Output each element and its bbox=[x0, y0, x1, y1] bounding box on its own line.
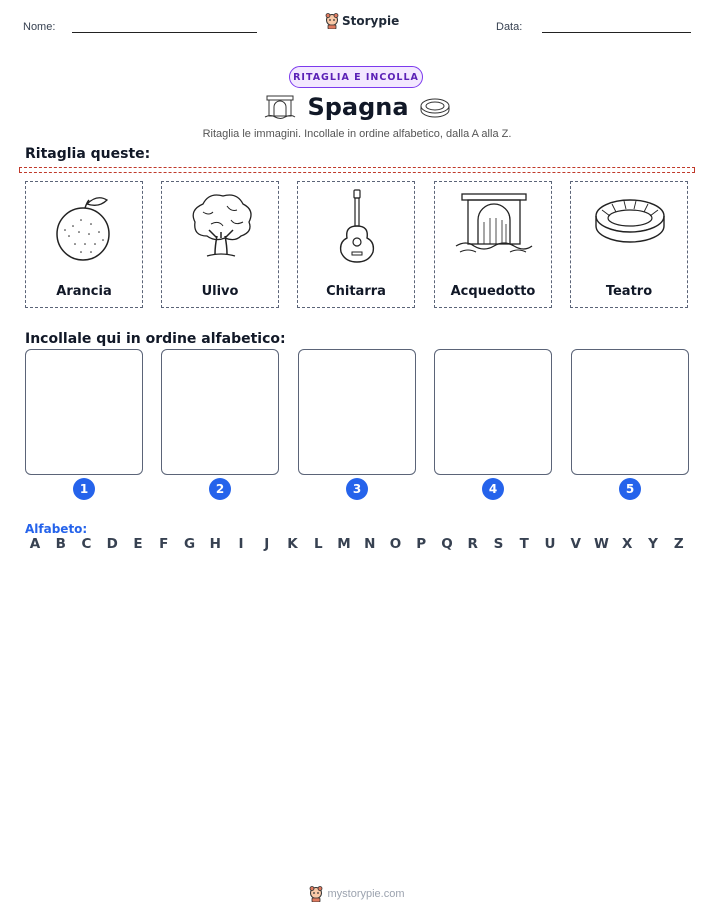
alphabet-letter: W bbox=[594, 536, 609, 552]
alphabet-letter: C bbox=[81, 536, 92, 552]
cut-heading: Ritaglia queste: bbox=[25, 146, 151, 162]
alphabet-letter: T bbox=[519, 536, 529, 552]
alphabet-letter: O bbox=[389, 536, 402, 552]
paste-slot[interactable] bbox=[571, 349, 689, 475]
alphabet-letter: D bbox=[106, 536, 118, 552]
alphabet-letter: I bbox=[238, 536, 244, 552]
cut-card[interactable] bbox=[570, 181, 688, 308]
cut-line bbox=[19, 167, 695, 173]
slot-number: 3 bbox=[346, 478, 368, 500]
alphabet-letter: J bbox=[264, 536, 270, 552]
footer bbox=[0, 886, 714, 902]
card-label: Chitarra bbox=[326, 284, 386, 299]
paste-slot[interactable] bbox=[298, 349, 416, 475]
alphabet-letter: Z bbox=[673, 536, 684, 552]
guitar-icon bbox=[317, 188, 397, 268]
cut-card[interactable] bbox=[434, 181, 552, 308]
alphabet-heading: Alfabeto: bbox=[25, 522, 88, 536]
aqueduct-small-icon bbox=[263, 94, 297, 120]
alphabet-letter: Y bbox=[648, 536, 658, 552]
page-title: Spagna bbox=[307, 93, 409, 121]
alphabet-letter: L bbox=[313, 536, 323, 552]
paste-slot[interactable] bbox=[25, 349, 143, 475]
date-line bbox=[542, 32, 691, 33]
alphabet-letter: V bbox=[570, 536, 581, 552]
alphabet-letter: X bbox=[622, 536, 633, 552]
theater-icon bbox=[590, 188, 670, 268]
name-label: Nome: bbox=[23, 21, 56, 33]
alphabet-letter: N bbox=[364, 536, 376, 552]
alphabet-letter: R bbox=[467, 536, 478, 552]
alphabet-letter: K bbox=[287, 536, 298, 552]
paste-heading: Incollale qui in ordine alfabetico: bbox=[25, 331, 286, 347]
storypie-mascot-icon bbox=[325, 13, 339, 29]
brand-logo bbox=[325, 13, 399, 29]
alphabet-letter: F bbox=[159, 536, 169, 552]
cut-card[interactable] bbox=[297, 181, 415, 308]
card-label: Acquedotto bbox=[450, 284, 536, 299]
alphabet-letter: U bbox=[544, 536, 556, 552]
card-label: Ulivo bbox=[201, 284, 239, 299]
aqueduct-icon bbox=[454, 188, 534, 268]
orange-icon bbox=[45, 188, 125, 268]
cut-card[interactable] bbox=[25, 181, 143, 308]
cut-card[interactable] bbox=[161, 181, 279, 308]
alphabet-letter: P bbox=[416, 536, 427, 552]
slot-number: 1 bbox=[73, 478, 95, 500]
slot-number: 2 bbox=[209, 478, 231, 500]
instructions: Ritaglia le immagini. Incollale in ordine alfabetico, dalla A alla Z. bbox=[202, 128, 512, 140]
alphabet-letter: A bbox=[29, 536, 41, 552]
paste-slot[interactable] bbox=[161, 349, 279, 475]
slot-number: 4 bbox=[482, 478, 504, 500]
alphabet-letter: M bbox=[337, 536, 351, 552]
theater-small-icon bbox=[419, 96, 451, 118]
footer-url: mystorypie.com bbox=[327, 888, 405, 900]
card-label: Teatro bbox=[605, 284, 653, 299]
date-label: Data: bbox=[496, 21, 523, 33]
alphabet-row bbox=[25, 536, 689, 552]
brand-name: Storypie bbox=[342, 14, 400, 28]
alphabet-letter: S bbox=[493, 536, 504, 552]
alphabet-letter: H bbox=[209, 536, 221, 552]
slot-number: 5 bbox=[619, 478, 641, 500]
alphabet-letter: G bbox=[183, 536, 196, 552]
olive-tree-icon bbox=[181, 188, 261, 268]
paste-slot[interactable] bbox=[434, 349, 552, 475]
activity-badge: RITAGLIA E INCOLLA bbox=[289, 66, 423, 88]
alphabet-letter: E bbox=[133, 536, 143, 552]
alphabet-letter: B bbox=[55, 536, 66, 552]
name-line bbox=[72, 32, 257, 33]
alphabet-letter: Q bbox=[441, 536, 453, 552]
title-row bbox=[0, 93, 714, 126]
card-label: Arancia bbox=[56, 284, 112, 299]
storypie-mascot-icon bbox=[309, 886, 323, 902]
